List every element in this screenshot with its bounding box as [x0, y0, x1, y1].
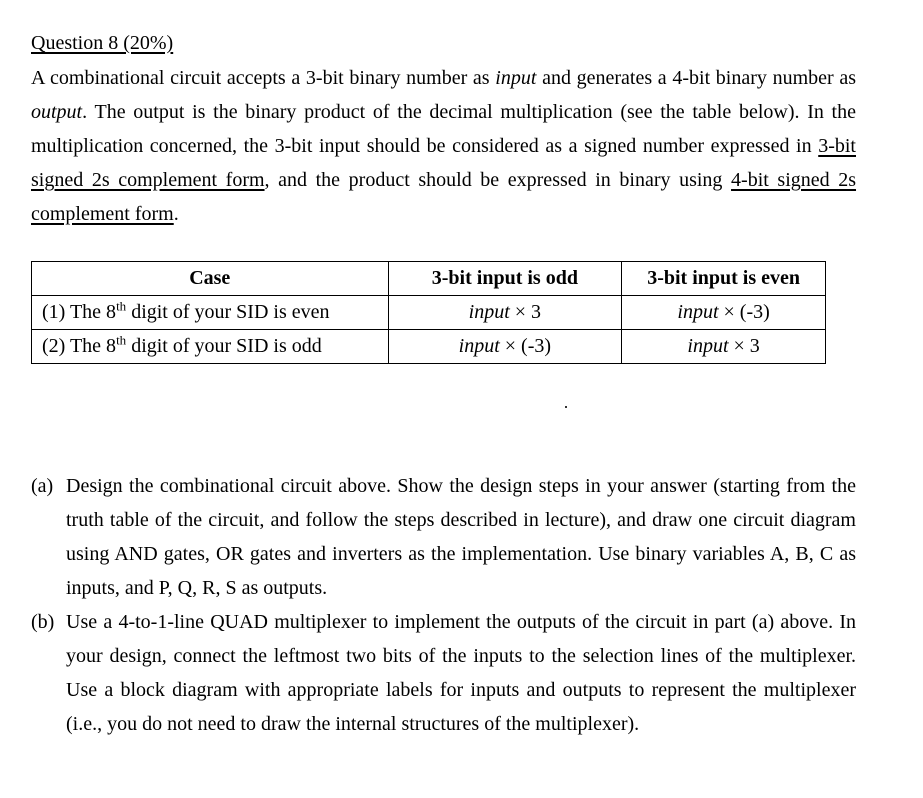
part-text: Use a 4-to-1-line QUAD multiplexer to implement the outputs of the circuit in part (a) above. In your design, connect the leftmost two bits of the inputs to the selection lines of the multiplexer. Use a block diagram with appropriate labels for inputs and outputs to represent the multiplexer (i.e., you do not need to draw the internal structures of the multiplexer).: [66, 611, 856, 735]
case-cell: [32, 330, 389, 364]
even-cell: [622, 330, 826, 364]
table-header-row: [32, 262, 826, 296]
intro-input-word: input: [495, 67, 537, 89]
question-intro: [31, 61, 856, 231]
case-text: digit of your SID is even: [126, 301, 330, 323]
input-var: input: [458, 335, 500, 357]
part-a: [31, 469, 856, 605]
input-var: input: [677, 301, 719, 323]
case-superscript: th: [116, 332, 127, 348]
intro-output-word: output: [31, 101, 83, 123]
intro-underline-1: 3-bit signed 2s complement form: [31, 135, 856, 191]
part-b: [31, 605, 856, 741]
case-text: (2) The 8: [42, 335, 117, 357]
case-text: (1) The 8: [42, 301, 117, 323]
input-var: input: [468, 301, 510, 323]
stray-dot: [565, 406, 567, 408]
operation: × 3: [509, 301, 542, 323]
question-title: Question 8 (20%): [31, 32, 174, 54]
header-even: 3-bit input is even: [622, 262, 826, 296]
part-label: (a): [31, 475, 54, 497]
part-label: (b): [31, 611, 55, 633]
intro-text-1: A combinational circuit accepts a 3-bit binary number as: [31, 67, 496, 89]
even-cell: [622, 296, 826, 330]
odd-cell: [388, 330, 622, 364]
operation: × 3: [728, 335, 760, 357]
case-text: digit of your SID is odd: [126, 335, 322, 357]
intro-text-5: .: [173, 203, 179, 225]
header-case: Case: [32, 262, 389, 296]
table-row: [32, 296, 826, 330]
case-cell: [32, 296, 389, 330]
intro-underline-2: 4-bit signed 2s complement form: [31, 169, 857, 225]
question-parts: [31, 469, 856, 741]
header-odd: 3-bit input is odd: [388, 262, 622, 296]
odd-cell: [388, 296, 622, 330]
operation: × (-3): [718, 301, 770, 323]
intro-text-2: and generates a 4-bit binary number as: [536, 67, 856, 89]
intro-text-4: , and the product should be expressed in binary using: [264, 169, 732, 191]
table-row: [32, 330, 826, 364]
case-superscript: th: [116, 298, 127, 314]
intro-text-3: . The output is the binary product of the decimal multiplication (see the table below). In the multiplication concerned, the 3-bit input should be considered as a signed number expressed in: [31, 101, 856, 157]
part-text: Design the combinational circuit above. Show the design steps in your answer (starting from the truth table of the circuit, and follow the steps described in lecture), and draw one circuit diagram using AND gates, OR gates and inverters as the implementation. Use binary variables A, B, C as inputs, and P, Q, R, S as outputs.: [66, 475, 856, 599]
operation: × (-3): [499, 335, 552, 357]
case-table: [31, 261, 826, 364]
input-var: input: [687, 335, 729, 357]
